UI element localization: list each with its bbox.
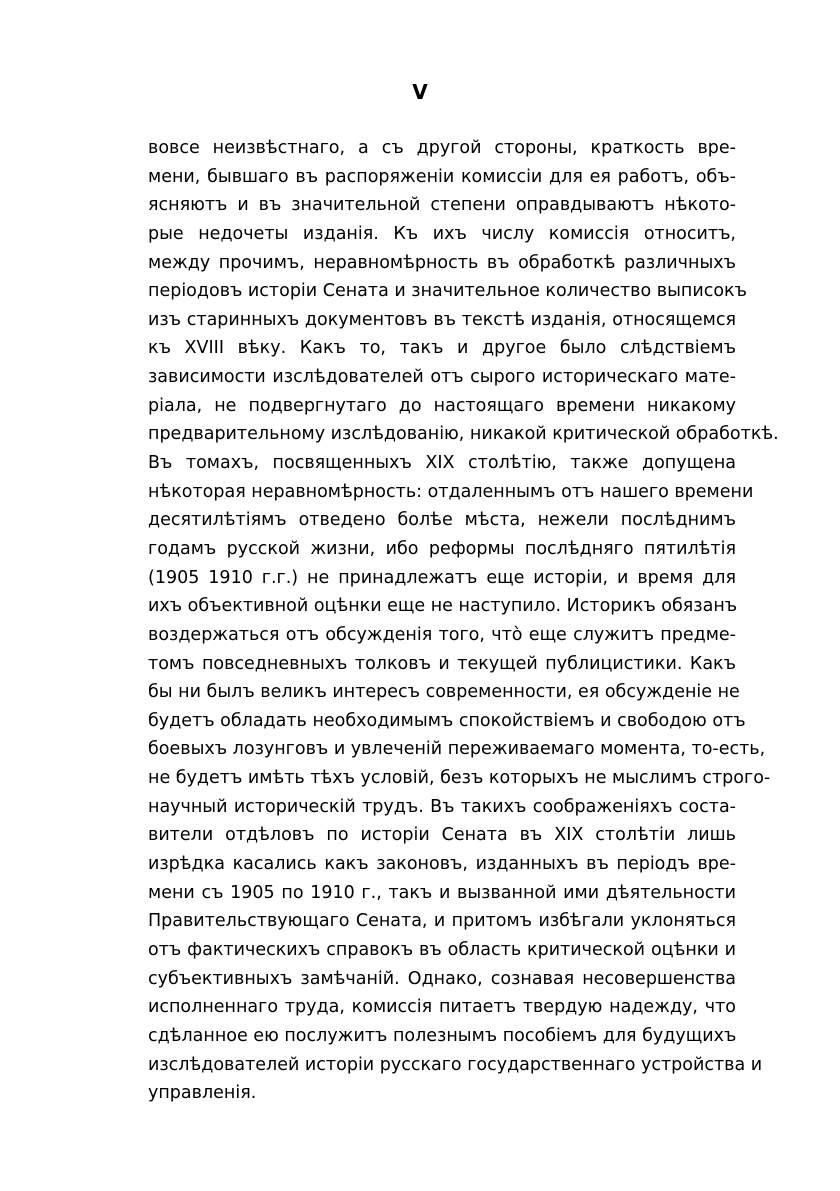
text-line: боевыхъ лозунговъ и увлеченій переживаемаго момента, то-есть,: [148, 739, 766, 760]
text-line: субъективныхъ замѣчаній. Однако, сознавая несовершенства: [148, 968, 736, 989]
text-line: вители отдѣловъ по исторіи Сената въ XIX столѣтіи лишь: [148, 825, 736, 846]
text-line: мени съ 1905 по 1910 г., такъ и вызванной ими дѣятельности: [148, 882, 736, 903]
text-line: между прочимъ, неравномѣрность въ обработкѣ различныхъ: [148, 252, 736, 273]
body-text: [148, 134, 779, 1108]
text-line: зависимости изслѣдователей отъ сырого историческаго мате-: [148, 367, 736, 388]
text-line: воздержаться отъ обсужденія того, что̀ еще служитъ предме-: [148, 624, 736, 645]
text-line: изъ старинныхъ документовъ въ текстѣ изданія, относящемся: [148, 309, 736, 330]
text-line: бы ни былъ великъ интересъ современности, ея обсужденіе не: [148, 682, 740, 703]
text-line: (1905 1910 г.г.) не принадлежатъ еще исторіи, и время для: [148, 567, 736, 588]
text-line: томъ повседневныхъ толковъ и текущей публицистики. Какъ: [148, 653, 736, 674]
text-line: отъ фактическихъ справокъ въ область критической оцѣнки и: [148, 939, 736, 960]
text-line: Правительствующаго Сената, и притомъ избѣгали уклоняться: [148, 911, 736, 932]
text-line: вовсе неизвѣстнаго, а съ другой стороны, краткость вре-: [148, 138, 736, 158]
text-line: не будетъ имѣть тѣхъ условій, безъ которыхъ не мыслимъ строго-: [148, 768, 771, 789]
text-line: научный историческій трудъ. Въ такихъ соображеніяхъ соста-: [148, 796, 736, 817]
text-line: будетъ обладать необходимымъ спокойствіемъ и свободою отъ: [148, 710, 746, 731]
text-line: ихъ объективной оцѣнки еще не наступило. Историкъ обязанъ: [148, 596, 738, 617]
text-line: сдѣланное ею послужитъ полезнымъ пособіемъ для будущихъ: [148, 1025, 737, 1046]
text-line: Въ томахъ, посвященныхъ XIX столѣтію, также допущена: [148, 453, 736, 474]
text-line: управленія.: [148, 1083, 257, 1104]
text-line: предварительному изслѣдованію, никакой критической обработкѣ.: [148, 424, 779, 445]
text-line: изрѣдка касались какъ законовъ, изданныхъ въ періодъ вре-: [148, 854, 736, 875]
text-line: ріала, не подвергнутаго до настоящаго времени никакому: [148, 395, 736, 416]
text-line: исполненнаго труда, комиссія питаетъ твердую надежду, что: [148, 997, 736, 1018]
text-line: десятилѣтіямъ отведено болѣе мѣста, нежели послѣднимъ: [148, 510, 736, 531]
text-line: ясняютъ и въ значительной степени оправдываютъ нѣкото-: [148, 195, 736, 216]
text-line: къ XVIII вѣку. Какъ то, такъ и другое было слѣдствіемъ: [148, 338, 736, 359]
text-line: рые недочеты изданія. Къ ихъ числу комиссія относитъ,: [148, 223, 736, 244]
text-line: періодовъ исторіи Сената и значительное количество выписокъ: [148, 281, 747, 302]
page-number: V: [412, 80, 428, 104]
text-line: изслѣдователей исторіи русскаго государственнаго устройства и: [148, 1054, 763, 1075]
text-line: мени, бывшаго въ распоряженіи комиссіи для ея работъ, объ-: [148, 166, 736, 187]
text-line: нѣкоторая неравномѣрность: отдаленнымъ отъ нашего времени: [148, 481, 754, 502]
text-line: годамъ русской жизни, ибо реформы послѣдняго пятилѣтія: [148, 538, 736, 559]
